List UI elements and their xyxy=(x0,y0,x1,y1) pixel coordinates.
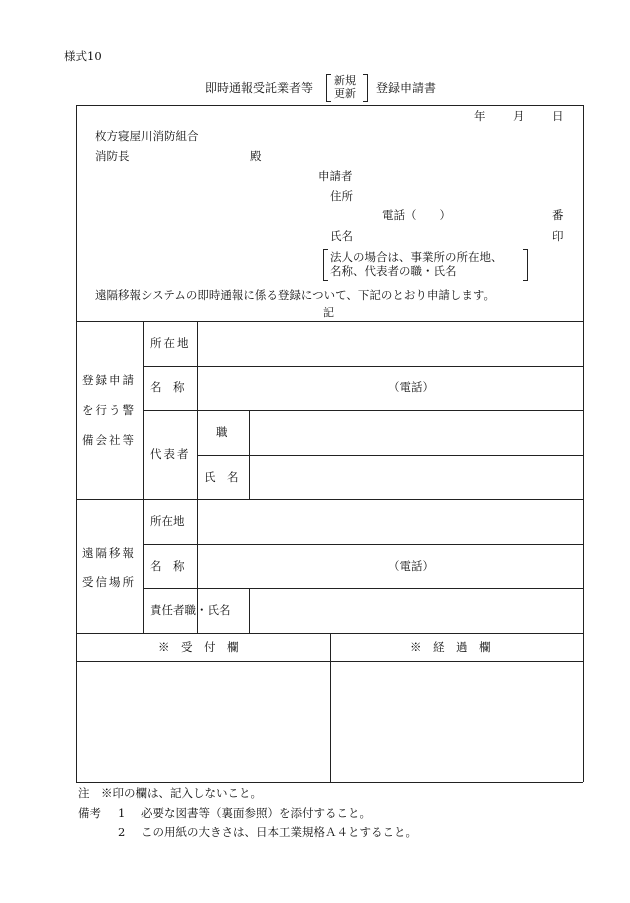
row-line-2 xyxy=(143,410,583,411)
section2-label-line2: 受信場所 xyxy=(82,575,136,589)
section1-phone-label: （電話） xyxy=(388,380,434,394)
statement: 遠隔移報システムの即時通報に係る登録について、下記のとおり申請します。 xyxy=(95,288,495,302)
seal-label: 印 xyxy=(552,229,564,243)
progress-column-label: ※ 経 過 欄 xyxy=(410,640,491,654)
section1-representative-label: 代表者 xyxy=(150,447,191,461)
corp-note-bracket-left xyxy=(323,249,328,281)
section2-location-label: 所在地 xyxy=(150,514,185,528)
applicant-label: 申請者 xyxy=(318,169,353,183)
addressee-title: 消防長 xyxy=(95,149,130,163)
row-line-6 xyxy=(143,588,583,589)
title-option-update: 更新 xyxy=(334,87,356,100)
form-number: 様式10 xyxy=(64,49,102,63)
row-line-1 xyxy=(143,366,583,367)
corp-note-bracket-right xyxy=(523,249,528,281)
addressee-honorific: 殿 xyxy=(250,149,262,163)
frame-bottom xyxy=(76,782,583,783)
title-prefix: 即時通報受託業者等 xyxy=(205,81,314,95)
section-divider xyxy=(76,499,583,500)
title-bracket-left xyxy=(326,74,331,102)
title-suffix: 登録申請書 xyxy=(376,81,437,95)
date-month: 月 xyxy=(513,109,525,123)
title-bracket-right xyxy=(363,74,368,102)
section1-label-line1: 登録申請 xyxy=(82,373,136,387)
col-line-office xyxy=(330,633,331,782)
section1-name-label: 名 称 xyxy=(150,380,185,394)
remark1-text: 必要な図書等（裏面参照）を添付すること。 xyxy=(141,806,371,820)
frame-left xyxy=(76,105,77,782)
section1-label-line2: を行う警 xyxy=(82,403,136,417)
note-text: ※印の欄は、記入しないこと。 xyxy=(101,786,262,800)
date-year: 年 xyxy=(474,109,486,123)
frame-right xyxy=(583,105,584,782)
remark1-number: 1 xyxy=(118,806,126,820)
address-label: 住所 xyxy=(330,189,353,203)
reception-column-label: ※ 受 付 欄 xyxy=(158,640,239,654)
corp-note-line2: 名称、代表者の職・氏名 xyxy=(330,264,457,278)
section1-person-name-label: 氏 名 xyxy=(204,470,239,484)
date-day: 日 xyxy=(552,109,564,123)
col-line-label xyxy=(143,321,144,633)
section1-label-line3: 備会社等 xyxy=(82,433,136,447)
section2-manager-label: 責任者職・氏名 xyxy=(150,603,231,617)
remarks-label: 備考 xyxy=(78,806,101,820)
name-label: 氏名 xyxy=(330,229,353,243)
section1-position-label: 職 xyxy=(216,425,228,439)
frame-top xyxy=(76,105,583,106)
col-line-rep xyxy=(249,410,250,499)
section2-phone-label: （電話） xyxy=(388,559,434,573)
title-option-new: 新規 xyxy=(334,74,356,87)
row-line-3 xyxy=(197,455,583,456)
phone-label: 電話（ ） xyxy=(382,208,451,222)
phone-suffix: 番 xyxy=(552,208,564,222)
col-line-manager xyxy=(249,588,250,633)
corp-note-line1: 法人の場合は、事業所の所在地、 xyxy=(330,250,503,264)
addressee-org: 枚方寝屋川消防組合 xyxy=(95,129,199,143)
note-label: 注 xyxy=(78,786,90,800)
remark2-text: この用紙の大きさは、日本工業規格Ａ４とすること。 xyxy=(141,825,417,839)
section2-label-line1: 遠隔移報 xyxy=(82,546,136,560)
table-top-line xyxy=(76,321,583,322)
ki-mark: 記 xyxy=(323,306,334,319)
row-line-5 xyxy=(143,544,583,545)
col-line-field xyxy=(197,321,198,633)
remark2-number: 2 xyxy=(118,825,126,839)
section2-name-label: 名 称 xyxy=(150,559,185,573)
section1-location-label: 所在地 xyxy=(150,336,191,350)
